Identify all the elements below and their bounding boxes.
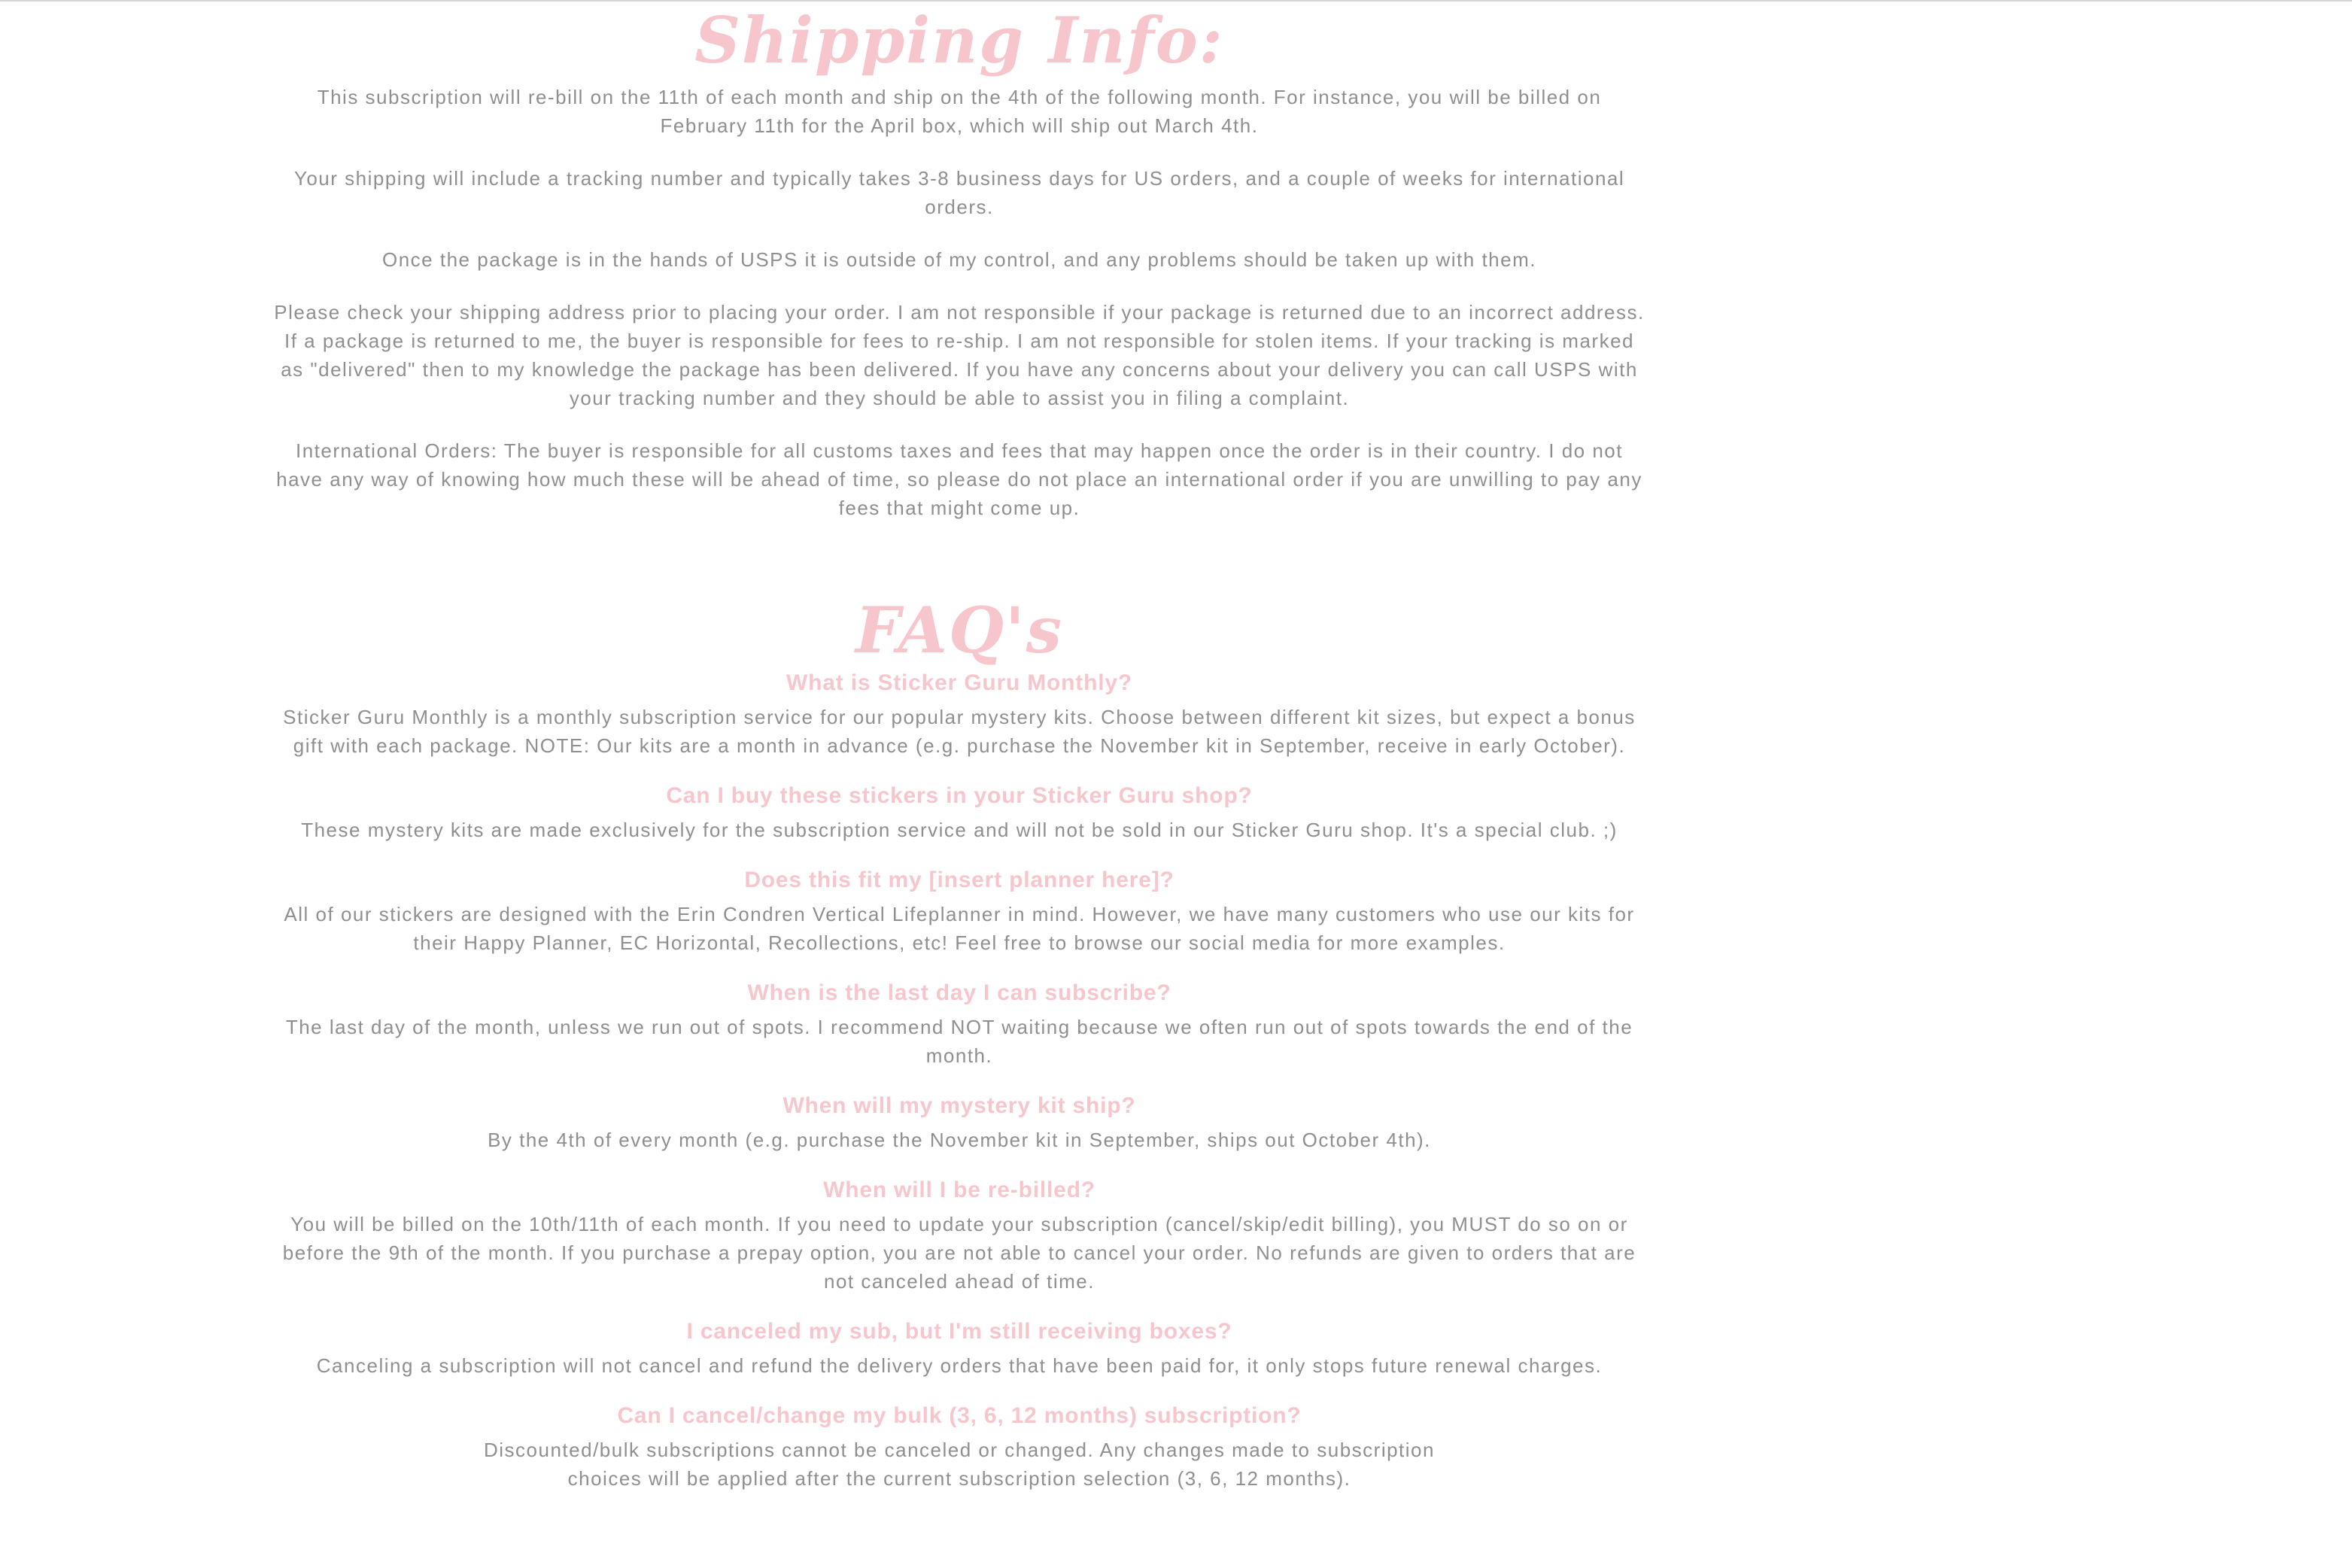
faq-answer: Canceling a subscription will not cancel and refund the delivery orders that have been paid for, it only stops future renewal charges. xyxy=(316,1354,1603,1377)
faq-question: When is the last day I can subscribe? xyxy=(747,980,1171,1005)
faq-question: What is Sticker Guru Monthly? xyxy=(786,670,1132,695)
faq-list xyxy=(256,668,1663,1493)
faq-answer: The last day of the month, unless we run out of spots. I recommend NOT waiting because we often run out of spots towards the end of the month. xyxy=(285,1016,1633,1067)
faq-question: Can I cancel/change my bulk (3, 6, 12 months) subscription? xyxy=(617,1403,1302,1428)
shipping-info-title: Shipping Info: xyxy=(694,3,1224,77)
shipping-paragraph: Your shipping will include a tracking number and typically takes 3-8 business days for US orders, and a couple of weeks for international orders. xyxy=(293,167,1625,218)
faq-title: FAQ's xyxy=(855,593,1064,667)
shipping-paragraph: This subscription will re-bill on the 11th of each month and ship on the 4th of the following month. For instance, you will be billed on February 11th for the April box, which will ship out March 4th. xyxy=(317,86,1602,137)
faq-answer: All of our stickers are designed with the Erin Condren Vertical Lifeplanner in mind. However, we have many customers who use our kits for their Happy Planner, EC Horizontal, Recollections, etc! Feel free to browse our social media for more examples. xyxy=(284,903,1635,954)
faq-question: Does this fit my [insert planner here]? xyxy=(744,868,1174,892)
faq-question: I canceled my sub, but I'm still receiving boxes? xyxy=(686,1319,1232,1344)
shipping-paragraph: Once the package is in the hands of USPS it is outside of my control, and any problems should be taken up with them. xyxy=(382,248,1536,271)
faq-question: When will my mystery kit ship? xyxy=(782,1093,1136,1118)
faq-answer: By the 4th of every month (e.g. purchase the November kit in September, ships out October 4th). xyxy=(488,1129,1431,1151)
faq-answer: These mystery kits are made exclusively for the subscription service and will not be sold in our Sticker Guru shop. It's a special club. ;) xyxy=(301,819,1618,841)
faq-question: Can I buy these stickers in your Sticker Guru shop? xyxy=(666,783,1253,808)
faq-answer: Sticker Guru Monthly is a monthly subscription service for our popular mystery kits. Choose between different kit sizes, but expect a bonus gift with each package. NOTE: Our kits are a month in advance (e.g. purchase the November kit in September, receive in early October). xyxy=(283,706,1636,757)
faq-question: When will I be re-billed? xyxy=(823,1178,1095,1202)
shipping-paragraph: Please check your shipping address prior to placing your order. I am not responsible if your package is returned due to an incorrect address. If a package is returned to me, the buyer is responsible for fees to re-ship. I am not responsible for stolen items. If your tracking is marked as "delivered" then to my knowledge the package has been delivered. If you have any concerns about your delivery you can call USPS with your tracking number and they should be able to assist you in filing a complaint. xyxy=(274,301,1645,409)
faq-answer: You will be billed on the 10th/11th of each month. If you need to update your subscription (cancel/skip/edit billing), you MUST do so on or before the 9th of the month. If you purchase a prepay option, you are not able to cancel your order. No refunds are given to orders that are not canceled ahead of time. xyxy=(282,1213,1636,1293)
faq-answer: Discounted/bulk subscriptions cannot be canceled or changed. Any changes made to subscription choices will be applied after the current subscription selection (3, 6, 12 months). xyxy=(484,1439,1435,1490)
shipping-paragraph: International Orders: The buyer is responsible for all customs taxes and fees that may happen once the order is in their country. I do not have any way of knowing how much these will be ahead of time, so please do not place an international order if you are unwilling to pay any fees that might come up. xyxy=(276,439,1642,519)
page-content xyxy=(256,0,1663,1514)
